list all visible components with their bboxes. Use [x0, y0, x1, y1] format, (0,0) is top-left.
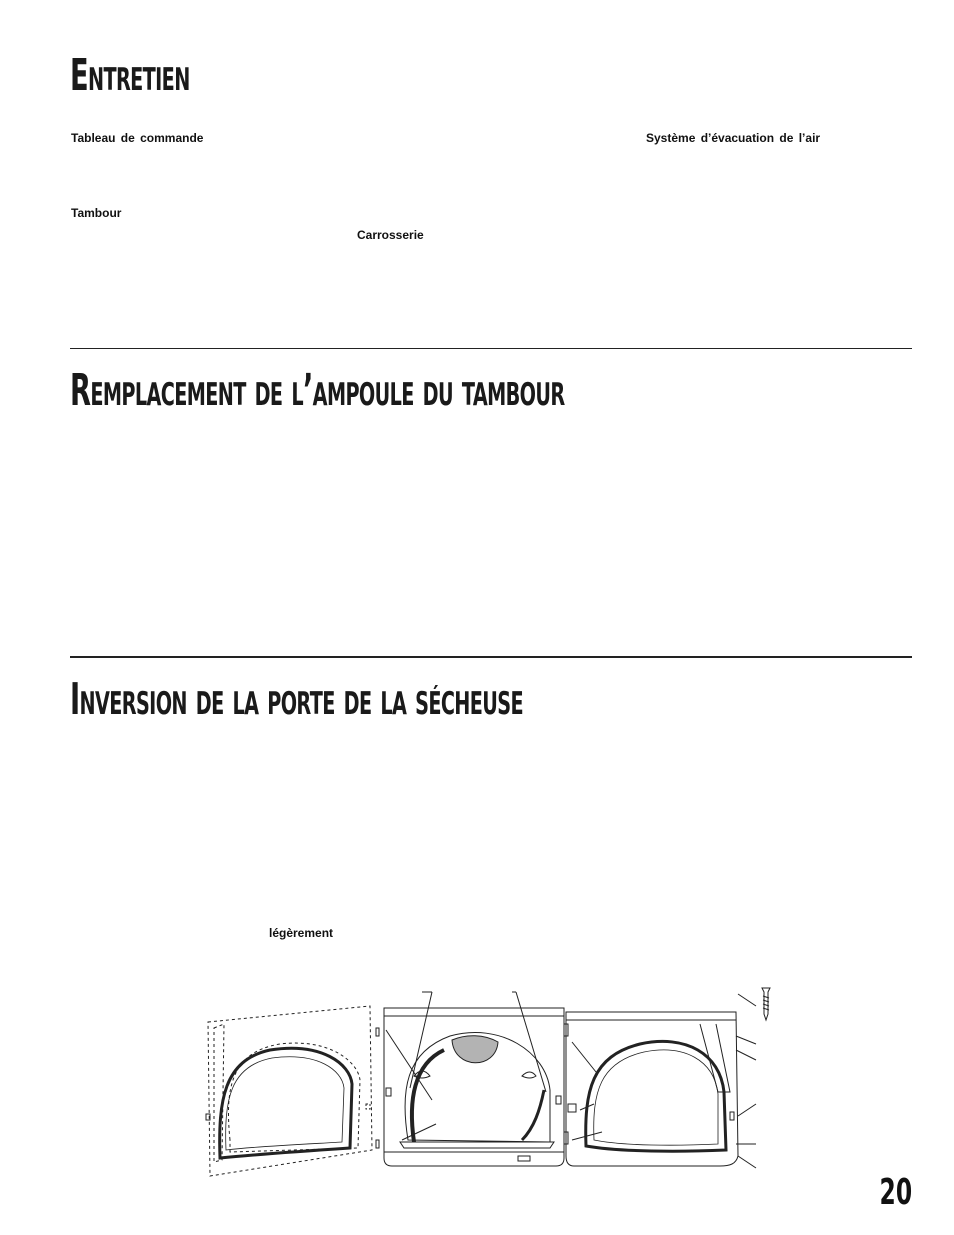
door-hinge-marker — [366, 1104, 370, 1109]
label-drum: Tambour — [71, 206, 122, 220]
section-divider — [70, 348, 912, 349]
section-title-entretien: Entretien — [70, 50, 190, 101]
door-hinge-marker — [376, 1028, 379, 1036]
section-title-door-reversal: Inversion de la porte de la sécheuse — [70, 674, 524, 725]
label-cabinet: Carrosserie — [357, 228, 424, 242]
drum-light-cover — [452, 1036, 498, 1063]
section-title-bulb-replacement: Remplacement de l’ampoule du tambour — [70, 365, 565, 416]
callout-arrows — [736, 994, 756, 1168]
door-hinge-marker — [376, 1140, 379, 1148]
door-reversed-position-drawing — [564, 1012, 738, 1166]
dryer-cabinet-drawing — [384, 992, 564, 1166]
label-control-panel: Tableau de commande — [71, 131, 204, 145]
section-divider — [70, 656, 912, 658]
page-number: 20 — [879, 1172, 912, 1213]
label-slightly: légèrement — [269, 926, 334, 940]
label-exhaust-system: Système d’évacuation de l’air — [646, 131, 821, 145]
door-gasket-left — [220, 1048, 352, 1158]
door-reversal-illustration — [200, 980, 780, 1180]
door-original-position-drawing — [208, 1006, 372, 1176]
screw-icon — [762, 988, 770, 1020]
